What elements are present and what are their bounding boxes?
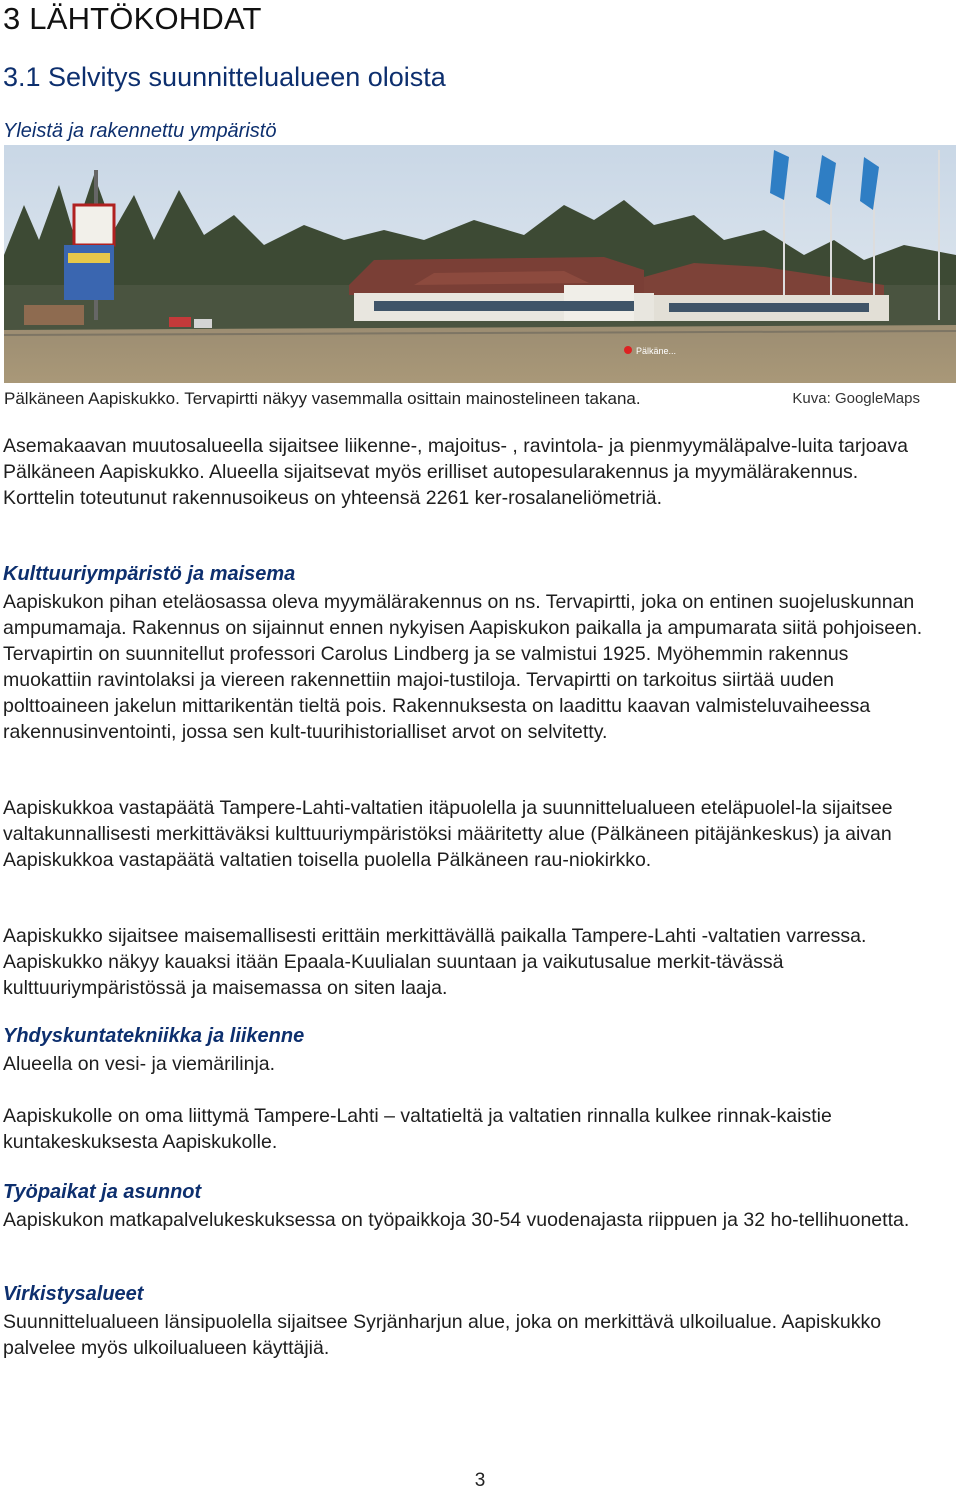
photo-caption-row	[4, 389, 920, 409]
paragraph-water: Alueella on vesi- ja viemärilinja.	[3, 1053, 276, 1075]
paragraph-cultural-area: Aapiskukkoa vastapäätä Tampere-Lahti-valtatien itäpuolella ja suunnittelualueen eteläpuolel-la sijaitsee valtakunnallisesti merkittäväksi kulttuuriympäristöksi määritetty alue (Pälkäneen pitäjänkeskus) ja aivan Aapiskukkoa vastapäätä valtatien toisella puolella Pälkäneen rau-niokirkko.	[3, 797, 893, 871]
subsection-heading-general: Yleistä ja rakennettu ympäristö	[3, 120, 277, 142]
map-pin-label: Pälkäne...	[636, 346, 677, 356]
chapter-title: 3 LÄHTÖKOHDAT	[3, 1, 262, 36]
section-title: 3.1 Selvitys suunnittelualueen oloista	[3, 62, 446, 92]
paragraph-tervapirtti: Aapiskukon pihan eteläosassa oleva myymälärakennus on ns. Tervapirtti, joka on entinen suojeluskunnan ampumamaja. Rakennus on sijainnut ennen nykyisen Aapiskukon paikalla ja ampumarata siitä pohjoiseen. Tervapirtin on suunnitellut professori Carolus Lindberg ja se valmistui 1925. Myöhemmin rakennus muokattiin ravintolaksi ja viereen rakennettiin majoi-tustiloja. Tervapirtti on tarkoitus siirtää uuden polttoaineen jakelun mittarikentän tieltä pois. Rakennuksesta on laadittu kaavan valmisteluvaiheessa rakennusinventointi, jossa sen kult-tuurihistorialliset arvot on selvitetty.	[3, 591, 923, 743]
paragraph-intro: Asemakaavan muutosalueella sijaitsee liikenne-, majoitus- , ravintola- ja pienmyymäläpalve-luita tarjoava Pälkäneen Aapiskukko. Alueella sijaitsevat myös erilliset autopesularakennus ja myymälärakennus. Korttelin toteutunut rakennusoikeus on yhteensä 2261 ker-rosalaneliömetriä.	[3, 435, 909, 509]
paragraph-landscape: Aapiskukko sijaitsee maisemallisesti erittäin merkittävällä paikalla Tampere-Lahti -valtatien varressa. Aapiskukko näkyy kauaksi itään Epaala-Kuulialan suuntaan ja vaikutusalue merkit-tävässä kulttuuriympäristössä ja maisemassa on siten laaja.	[3, 925, 867, 999]
photo-credit: Kuva: GoogleMaps	[792, 390, 920, 407]
photo-caption: Pälkäneen Aapiskukko. Tervapirtti näkyy vasemmalla osittain mainostelineen takana.	[4, 389, 641, 408]
jobs-heading: Työpaikat ja asunnot	[3, 1181, 202, 1203]
paragraph-jobs: Aapiskukon matkapalvelukeskuksessa on työpaikkoja 30-54 vuodenajasta riippuen ja 32 ho-tellihuonetta.	[3, 1209, 910, 1231]
street-view-photo	[4, 145, 956, 383]
paragraph-traffic: Aapiskukolle on oma liittymä Tampere-Lahti – valtatieltä ja valtatien rinnalla kulkee rinnak-kaistie kuntakeskuksesta Aapiskukolle.	[3, 1105, 832, 1153]
infrastructure-heading: Yhdyskuntatekniikka ja liikenne	[3, 1025, 305, 1047]
page-number: 3	[474, 1470, 486, 1491]
recreation-heading: Virkistysalueet	[3, 1283, 144, 1305]
paragraph-recreation: Suunnittelualueen länsipuolella sijaitsee Syrjänharjun alue, joka on merkittävä ulkoilualue. Aapiskukko palvelee myös ulkoilualueen käyttäjiä.	[3, 1311, 882, 1359]
culture-heading: Kulttuuriympäristö ja maisema	[3, 563, 296, 585]
